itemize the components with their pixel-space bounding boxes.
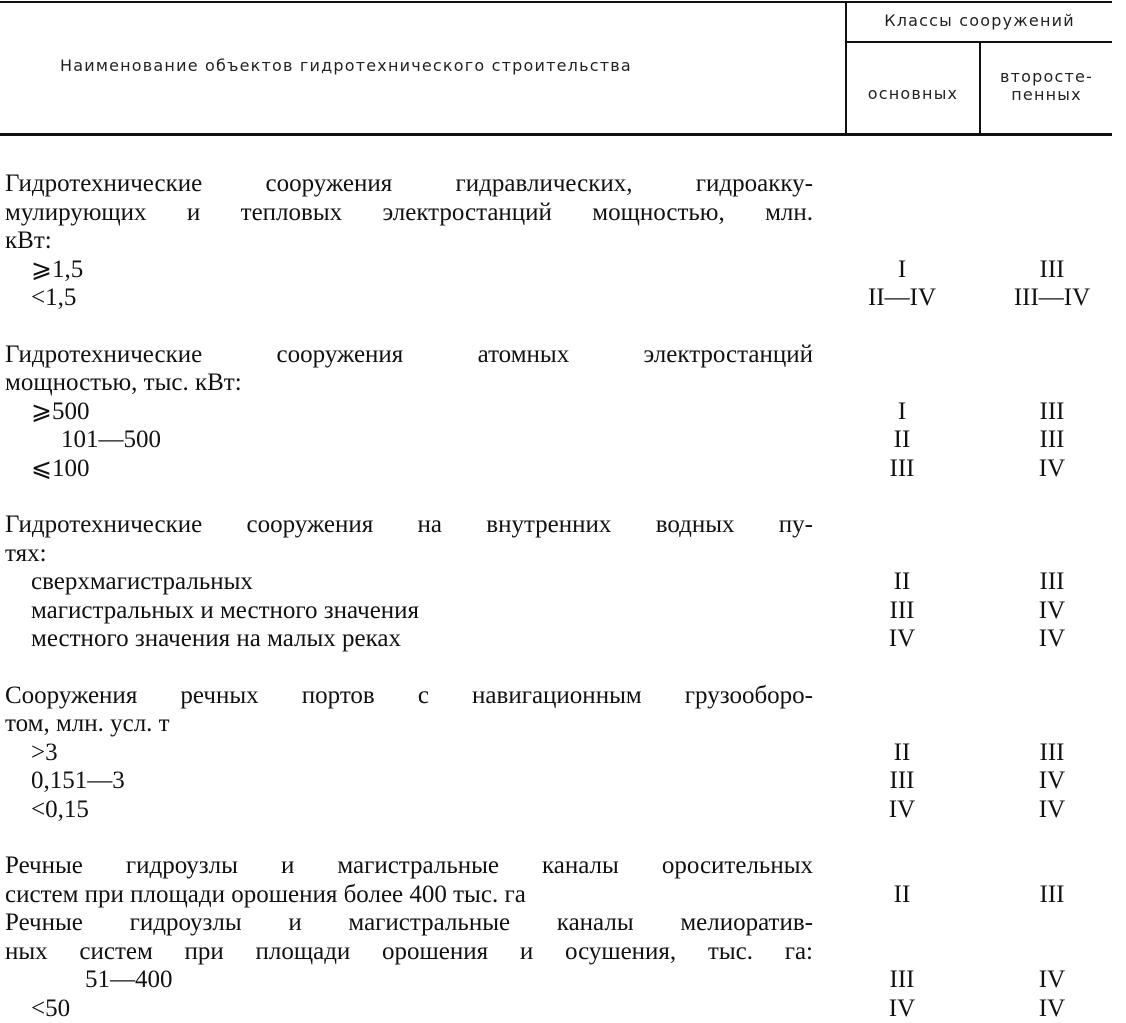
class-secondary: III [977, 398, 1126, 427]
object-name: систем при площади орошения более 400 тыс. га [5, 881, 813, 910]
object-group [5, 682, 1115, 825]
table-row [5, 426, 1115, 455]
object-name: магистральных и местного значения [5, 597, 813, 626]
table-row [5, 398, 1115, 427]
class-secondary: III [977, 881, 1126, 910]
table-row [5, 796, 1115, 825]
table-row [5, 710, 1115, 739]
object-name: <0,15 [5, 796, 813, 825]
class-main: I [827, 398, 977, 427]
object-group [5, 852, 1115, 1023]
object-name: ⩽100 [5, 455, 813, 484]
class-main: I [827, 256, 977, 285]
table-row [5, 682, 1115, 711]
class-secondary: IV [977, 625, 1126, 654]
group-spacer [5, 654, 1115, 682]
table-row [5, 966, 1115, 995]
class-secondary: III [977, 568, 1126, 597]
class-main: IV [827, 625, 977, 654]
classification-table-body [5, 170, 1115, 1023]
table-row [5, 852, 1115, 881]
group-spacer [5, 824, 1115, 852]
class-main: II—IV [827, 284, 977, 313]
header-name-column: Наименование объектов гидротехнического строительства [60, 56, 780, 75]
table-row [5, 767, 1115, 796]
class-secondary: IV [977, 455, 1126, 484]
class-secondary: IV [977, 995, 1126, 1023]
group-spacer [5, 483, 1115, 511]
class-main: III [827, 767, 977, 796]
object-name: Гидротехнические сооружения гидравлических, гидроакку- [5, 170, 813, 199]
table-row [5, 881, 1115, 910]
table-row [5, 284, 1115, 313]
header-classes-title: Классы сооружений [847, 12, 1112, 30]
header-col-secondary-line2: пенных [981, 86, 1112, 104]
object-group [5, 511, 1115, 654]
table-row [5, 199, 1115, 228]
object-name: 51—400 [5, 966, 813, 995]
object-name: кВт: [5, 227, 813, 256]
object-name: <1,5 [5, 284, 813, 313]
class-secondary: IV [977, 796, 1126, 825]
object-name: >3 [5, 739, 813, 768]
table-row [5, 341, 1115, 370]
table-row [5, 540, 1115, 569]
table-row [5, 938, 1115, 967]
object-name: Речные гидроузлы и магистральные каналы оросительных [5, 852, 813, 881]
class-secondary: III [977, 426, 1126, 455]
class-secondary: IV [977, 966, 1126, 995]
object-name: 0,151—3 [5, 767, 813, 796]
table-row [5, 568, 1115, 597]
header-bottom-rule [0, 133, 1112, 136]
class-secondary: III—IV [977, 284, 1126, 313]
object-name: сверхмагистральных [5, 568, 813, 597]
table-row [5, 455, 1115, 484]
class-main: II [827, 739, 977, 768]
object-name: Сооружения речных портов с навигационным грузооборо- [5, 682, 813, 711]
table-row [5, 597, 1115, 626]
group-spacer [5, 313, 1115, 341]
object-name: Речные гидроузлы и магистральные каналы мелиоратив- [5, 909, 813, 938]
class-main: III [827, 455, 977, 484]
table-row [5, 227, 1115, 256]
object-name: 101—500 [5, 426, 813, 455]
class-secondary: IV [977, 597, 1126, 626]
object-name: ⩾1,5 [5, 256, 813, 285]
class-main: III [827, 597, 977, 626]
top-rule [0, 1, 1112, 3]
class-main: II [827, 881, 977, 910]
object-name: Гидротехнические сооружения на внутренних водных пу- [5, 511, 813, 540]
class-main: IV [827, 995, 977, 1023]
object-group [5, 341, 1115, 484]
class-main: II [827, 426, 977, 455]
object-name: <50 [5, 995, 813, 1023]
header-col-secondary [981, 68, 1112, 104]
object-name: том, млн. усл. т [5, 710, 813, 739]
class-main: II [827, 568, 977, 597]
object-name: местного значения на малых реках [5, 625, 813, 654]
class-secondary: IV [977, 767, 1126, 796]
table-row [5, 625, 1115, 654]
table-row [5, 170, 1115, 199]
object-name: ных систем при площади орошения и осушения, тыс. га: [5, 938, 813, 967]
object-name: ⩾500 [5, 398, 813, 427]
table-row [5, 511, 1115, 540]
header-col-main: основных [847, 85, 979, 103]
object-name: Гидротехнические сооружения атомных электростанций [5, 341, 813, 370]
class-secondary: III [977, 256, 1126, 285]
class-main: III [827, 966, 977, 995]
object-name: мулирующих и тепловых электростанций мощностью, млн. [5, 199, 813, 228]
object-group [5, 170, 1115, 313]
table-row [5, 739, 1115, 768]
object-name: мощностью, тыс. кВт: [5, 369, 813, 398]
header-col-secondary-line1: второсте- [981, 68, 1112, 86]
table-row [5, 909, 1115, 938]
class-main: IV [827, 796, 977, 825]
table-row [5, 256, 1115, 285]
object-name: тях: [5, 540, 813, 569]
class-secondary: III [977, 739, 1126, 768]
table-row [5, 369, 1115, 398]
table-row [5, 995, 1115, 1023]
